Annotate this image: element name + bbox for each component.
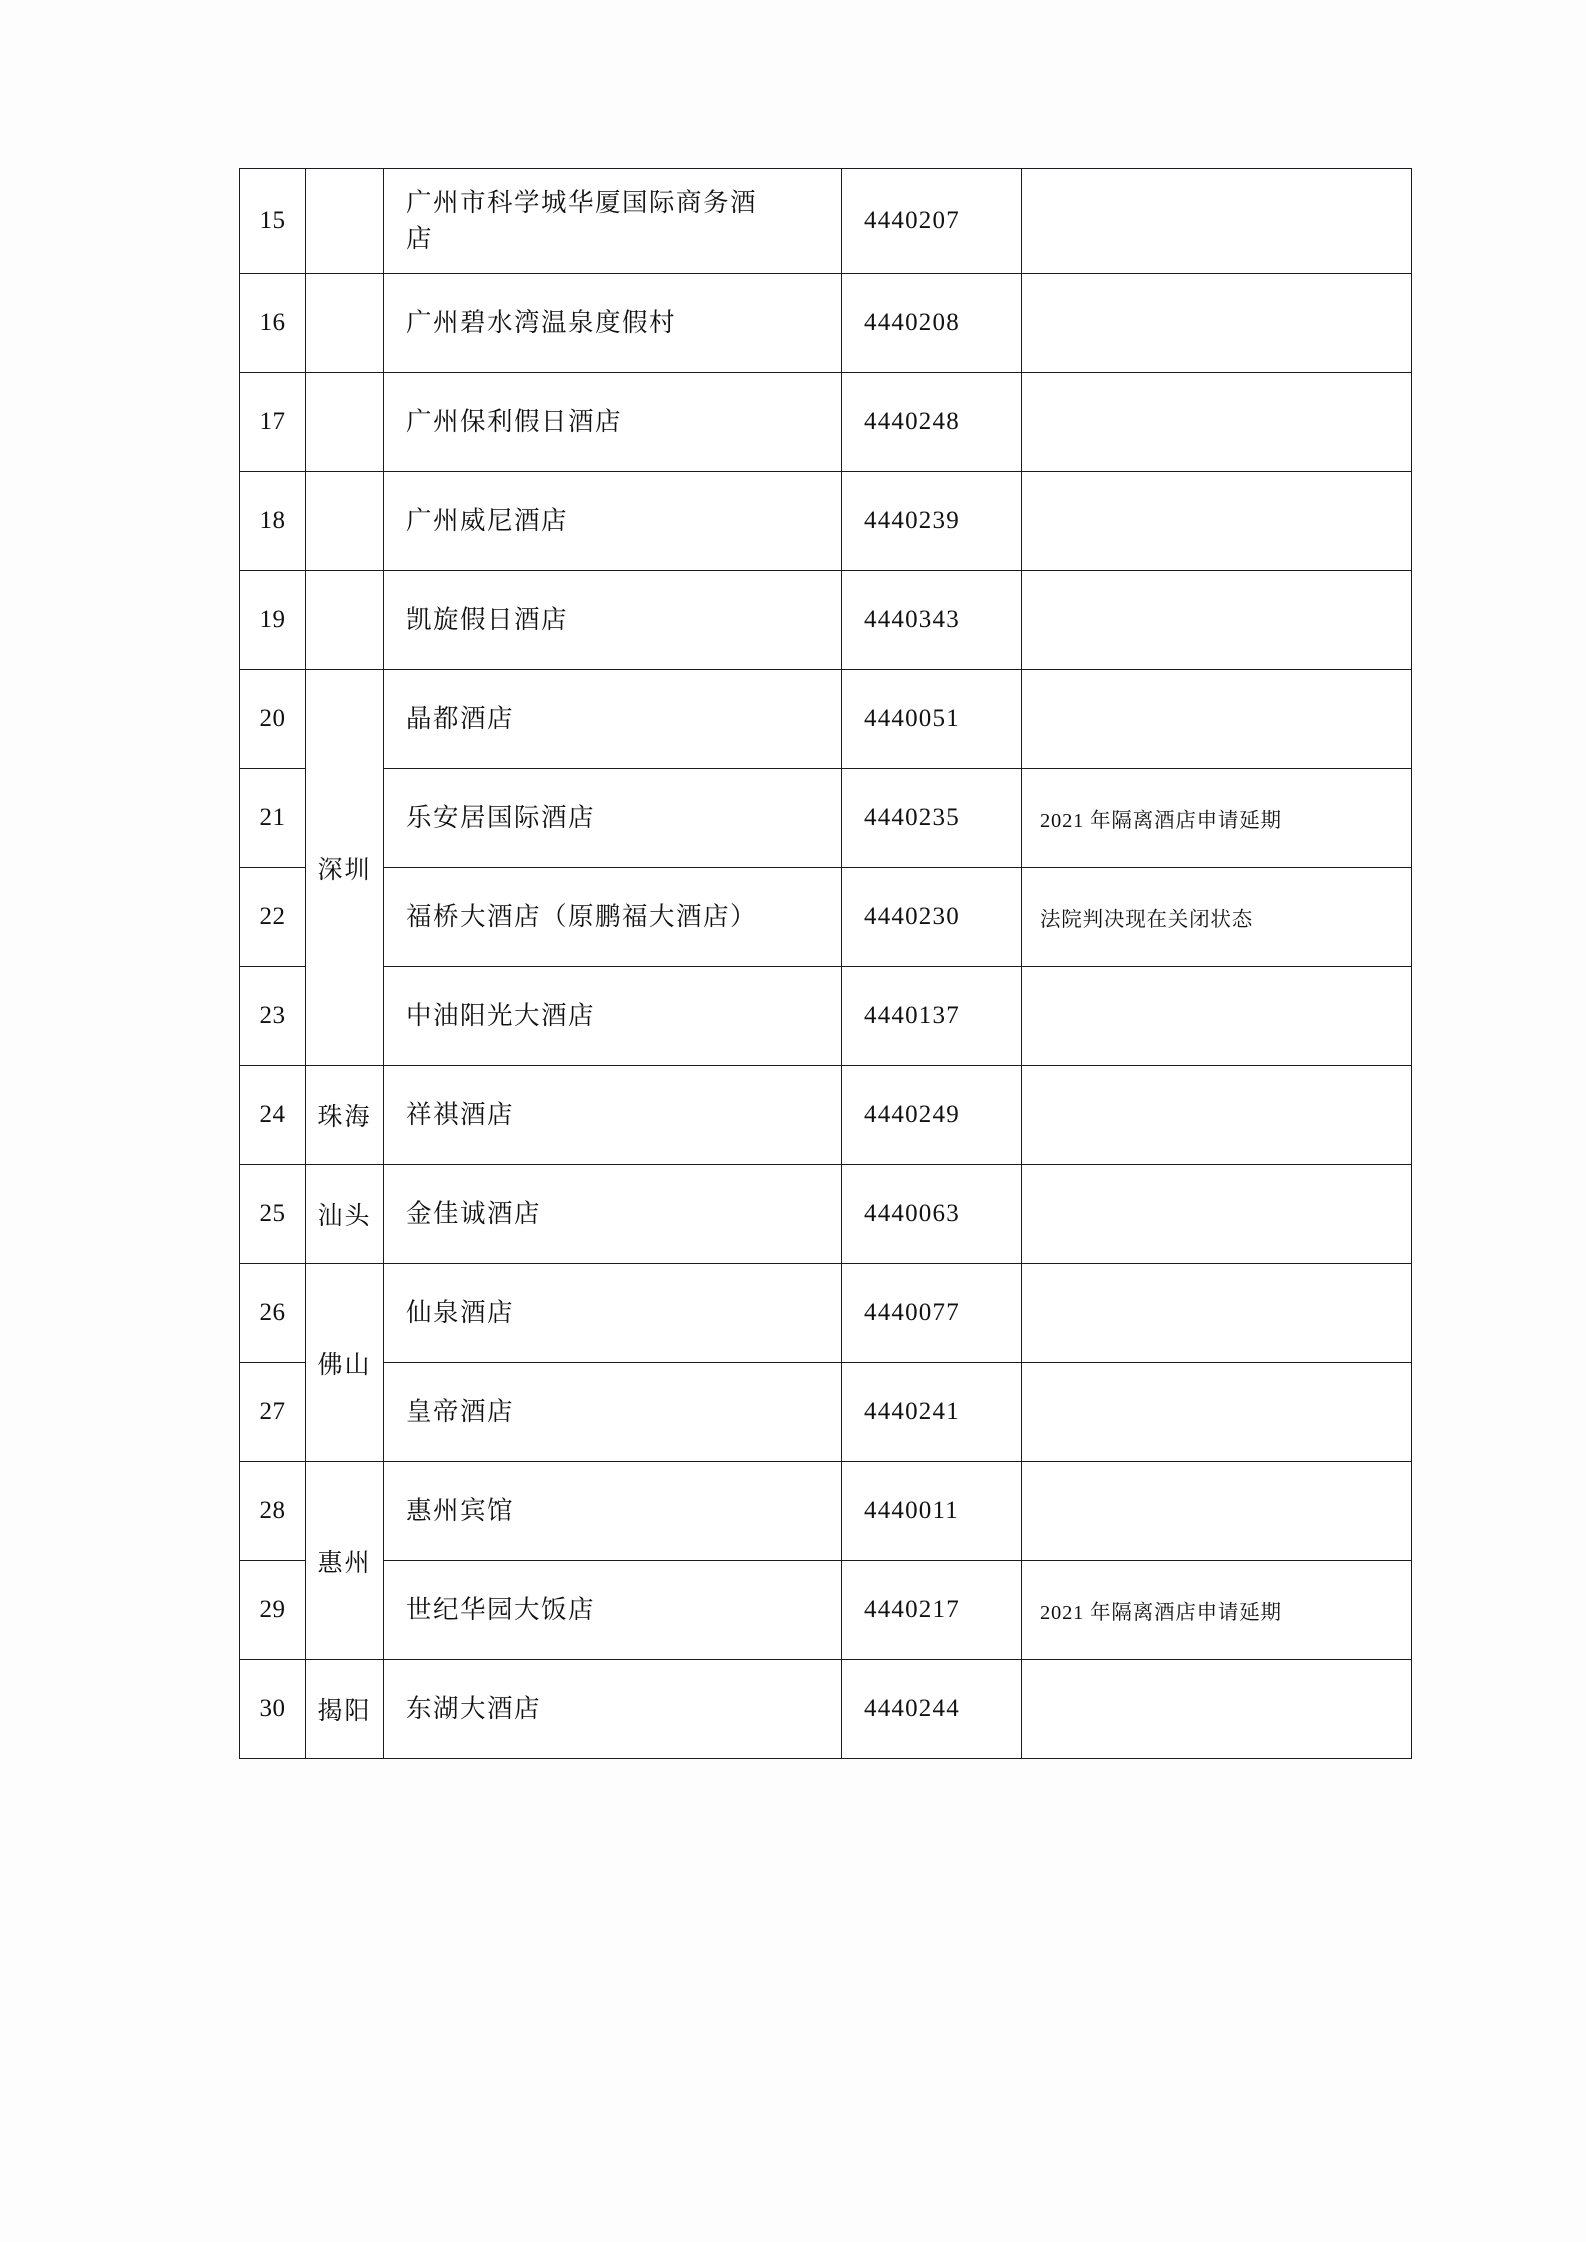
cell-name <box>384 670 842 769</box>
cell-name <box>384 1462 842 1561</box>
cell-name <box>384 1066 842 1165</box>
row-code: 4440230 <box>864 903 960 930</box>
cell-index <box>240 169 306 274</box>
cell-name <box>384 472 842 571</box>
table-row <box>240 868 1412 967</box>
cell-code <box>842 1066 1022 1165</box>
cell-code <box>842 1561 1022 1660</box>
cell-index <box>240 1264 306 1363</box>
row-code: 4440137 <box>864 1002 960 1029</box>
table-row <box>240 1462 1412 1561</box>
cell-remark <box>1022 967 1412 1066</box>
table-row <box>240 571 1412 670</box>
cell-name <box>384 1561 842 1660</box>
cell-city <box>306 169 384 274</box>
row-code: 4440249 <box>864 1101 960 1128</box>
row-code: 4440235 <box>864 804 960 831</box>
row-hotel-name: 广州威尼酒店 <box>406 505 569 535</box>
cell-code <box>842 967 1022 1066</box>
row-remark <box>1022 670 1411 768</box>
row-remark: 2021 年隔离酒店申请延期 <box>1040 1602 1282 1624</box>
row-remark <box>1022 1066 1411 1164</box>
row-index: 26 <box>259 1299 286 1326</box>
cell-index <box>240 472 306 571</box>
cell-name <box>384 1165 842 1264</box>
row-code: 4440343 <box>864 606 960 633</box>
cell-index <box>240 1165 306 1264</box>
table-row <box>240 1561 1412 1660</box>
cell-remark <box>1022 169 1412 274</box>
row-index: 21 <box>259 804 286 831</box>
cell-name <box>384 571 842 670</box>
row-hotel-name: 东湖大酒店 <box>406 1693 542 1723</box>
cell-code <box>842 1264 1022 1363</box>
row-city <box>306 169 383 273</box>
cell-city-zhuhai <box>306 1066 384 1165</box>
cell-name <box>384 274 842 373</box>
row-remark <box>1022 472 1411 570</box>
cell-index <box>240 571 306 670</box>
row-hotel-name: 仙泉酒店 <box>406 1297 515 1327</box>
row-remark <box>1022 274 1411 372</box>
cell-remark <box>1022 472 1412 571</box>
table-row <box>240 967 1412 1066</box>
row-hotel-name <box>384 169 841 273</box>
table-row <box>240 169 1412 274</box>
row-city: 深圳 <box>317 856 372 884</box>
row-remark <box>1022 1264 1411 1362</box>
cell-code <box>842 1660 1022 1759</box>
cell-city-shantou <box>306 1165 384 1264</box>
cell-city-jieyang <box>306 1660 384 1759</box>
table-row <box>240 373 1412 472</box>
hotel-list-table-wrapper <box>239 168 1411 1759</box>
cell-remark <box>1022 1363 1412 1462</box>
cell-name <box>384 373 842 472</box>
row-hotel-name-line2: 店 <box>406 224 434 253</box>
cell-remark <box>1022 670 1412 769</box>
cell-code <box>842 868 1022 967</box>
table-row <box>240 1264 1412 1363</box>
table-row <box>240 274 1412 373</box>
row-index: 30 <box>259 1695 286 1722</box>
row-hotel-name: 中油阳光大酒店 <box>406 1000 596 1030</box>
cell-code <box>842 274 1022 373</box>
table-row <box>240 769 1412 868</box>
row-remark: 2021 年隔离酒店申请延期 <box>1040 810 1282 832</box>
table-row <box>240 670 1412 769</box>
cell-code <box>842 169 1022 274</box>
row-index: 24 <box>259 1101 286 1128</box>
row-remark <box>1022 1363 1411 1461</box>
cell-index <box>240 1561 306 1660</box>
row-city: 揭阳 <box>317 1698 372 1725</box>
cell-remark <box>1022 1561 1412 1660</box>
row-code: 4440208 <box>864 309 960 336</box>
cell-name <box>384 1363 842 1462</box>
row-code: 4440051 <box>864 705 960 732</box>
row-remark <box>1022 169 1411 273</box>
cell-remark <box>1022 868 1412 967</box>
row-code: 4440207 <box>864 207 960 234</box>
cell-code <box>842 1165 1022 1264</box>
hotel-list-table <box>239 168 1412 1759</box>
row-remark <box>1022 1660 1411 1758</box>
row-city: 珠海 <box>317 1104 372 1131</box>
row-hotel-name: 金佳诚酒店 <box>406 1198 542 1228</box>
cell-code <box>842 670 1022 769</box>
cell-index <box>240 274 306 373</box>
row-hotel-name-line1: 广州市科学城华厦国际商务酒 <box>406 187 758 217</box>
cell-index <box>240 670 306 769</box>
row-index: 15 <box>259 207 286 234</box>
table-row <box>240 1165 1412 1264</box>
cell-city-merged-shenzhen <box>306 670 384 1066</box>
row-remark <box>1022 1462 1411 1560</box>
cell-city <box>306 571 384 670</box>
row-index: 17 <box>259 408 286 435</box>
row-index: 28 <box>259 1497 286 1524</box>
table-row <box>240 1363 1412 1462</box>
cell-code <box>842 1363 1022 1462</box>
table-row <box>240 1066 1412 1165</box>
cell-name <box>384 769 842 868</box>
cell-index <box>240 1660 306 1759</box>
cell-name <box>384 967 842 1066</box>
row-index: 27 <box>259 1398 286 1425</box>
cell-index <box>240 1462 306 1561</box>
cell-name <box>384 868 842 967</box>
row-index: 20 <box>259 705 286 732</box>
cell-name <box>384 169 842 274</box>
cell-remark <box>1022 1462 1412 1561</box>
row-city: 佛山 <box>317 1351 372 1379</box>
cell-name <box>384 1660 842 1759</box>
row-index: 19 <box>259 606 286 633</box>
row-hotel-name: 福桥大酒店（原鹏福大酒店） <box>406 901 758 931</box>
row-code: 4440239 <box>864 507 960 534</box>
row-city <box>306 571 383 669</box>
cell-code <box>842 769 1022 868</box>
cell-name <box>384 1264 842 1363</box>
table-row <box>240 472 1412 571</box>
row-hotel-name: 世纪华园大饭店 <box>406 1594 596 1624</box>
row-hotel-name: 广州碧水湾温泉度假村 <box>406 307 677 337</box>
row-remark: 法院判决现在关闭状态 <box>1040 909 1253 931</box>
cell-remark <box>1022 1066 1412 1165</box>
row-remark <box>1022 571 1411 669</box>
cell-remark <box>1022 373 1412 472</box>
row-city <box>306 373 383 471</box>
cell-city-merged-huizhou <box>306 1462 384 1660</box>
cell-index <box>240 868 306 967</box>
row-remark <box>1022 967 1411 1065</box>
cell-city <box>306 472 384 571</box>
cell-code <box>842 1462 1022 1561</box>
cell-index <box>240 967 306 1066</box>
row-code: 4440241 <box>864 1398 960 1425</box>
row-city <box>306 472 383 570</box>
cell-city-merged-foshan <box>306 1264 384 1462</box>
row-remark <box>1022 1165 1411 1263</box>
row-city: 汕头 <box>317 1203 372 1230</box>
cell-code <box>842 373 1022 472</box>
cell-city <box>306 274 384 373</box>
row-code: 4440244 <box>864 1695 960 1722</box>
row-code: 4440077 <box>864 1299 960 1326</box>
cell-city <box>306 373 384 472</box>
row-hotel-name: 晶都酒店 <box>406 703 515 733</box>
row-hotel-name: 祥祺酒店 <box>406 1099 515 1129</box>
cell-remark <box>1022 1165 1412 1264</box>
row-index: 22 <box>259 903 286 930</box>
row-city <box>306 274 383 372</box>
row-hotel-name: 皇帝酒店 <box>406 1396 515 1426</box>
row-remark <box>1022 373 1411 471</box>
row-index: 18 <box>259 507 286 534</box>
row-code: 4440011 <box>864 1497 959 1524</box>
row-index: 16 <box>259 309 286 336</box>
row-index: 29 <box>259 1596 286 1623</box>
row-code: 4440063 <box>864 1200 960 1227</box>
row-index: 23 <box>259 1002 286 1029</box>
cell-index <box>240 373 306 472</box>
row-hotel-name: 乐安居国际酒店 <box>406 802 596 832</box>
row-code: 4440248 <box>864 408 960 435</box>
cell-index <box>240 1066 306 1165</box>
cell-remark <box>1022 769 1412 868</box>
row-hotel-name: 广州保利假日酒店 <box>406 406 623 436</box>
cell-remark <box>1022 1264 1412 1363</box>
row-code: 4440217 <box>864 1596 960 1623</box>
cell-index <box>240 769 306 868</box>
row-hotel-name: 惠州宾馆 <box>406 1495 515 1525</box>
row-city: 惠州 <box>317 1549 372 1577</box>
cell-remark <box>1022 571 1412 670</box>
cell-remark <box>1022 1660 1412 1759</box>
cell-remark <box>1022 274 1412 373</box>
cell-code <box>842 472 1022 571</box>
cell-code <box>842 571 1022 670</box>
cell-index <box>240 1363 306 1462</box>
row-index: 25 <box>259 1200 286 1227</box>
table-row <box>240 1660 1412 1759</box>
row-hotel-name: 凯旋假日酒店 <box>406 604 569 634</box>
